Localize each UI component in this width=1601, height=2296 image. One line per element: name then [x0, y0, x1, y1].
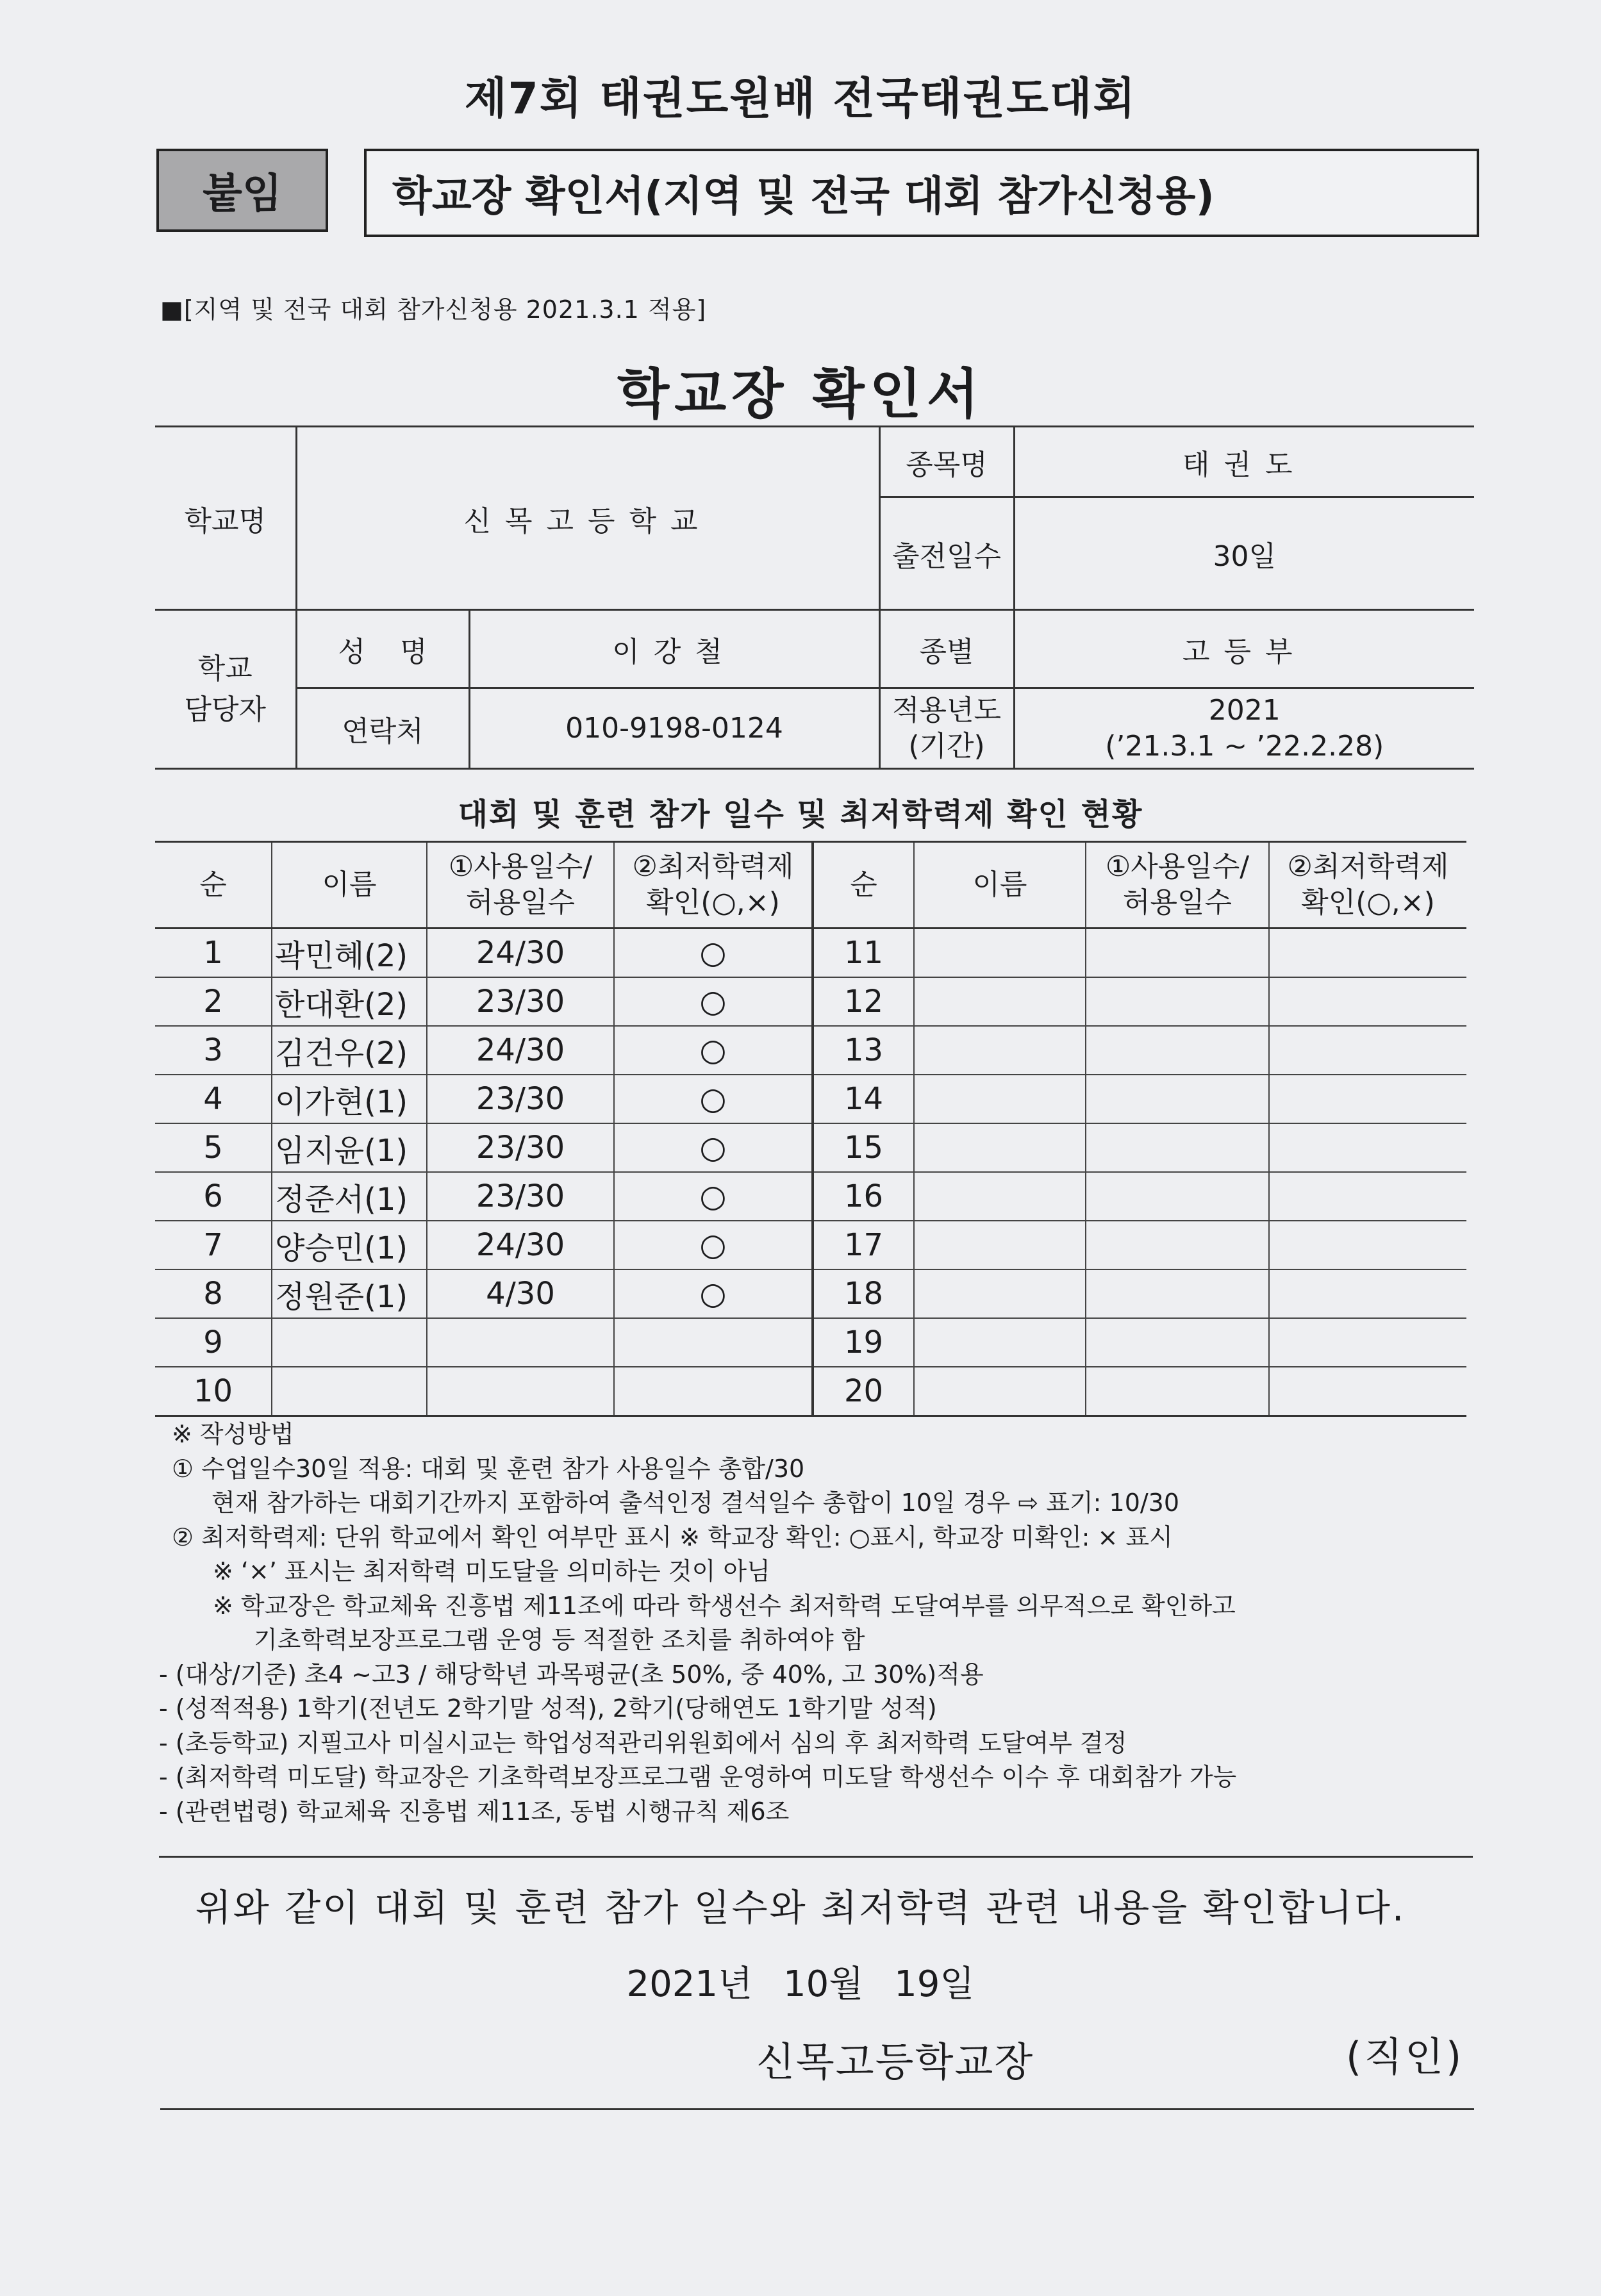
school-label: 학교명	[155, 427, 296, 610]
row-number: 6	[155, 1172, 272, 1221]
player-name	[914, 1172, 1086, 1221]
academic-confirm	[1269, 1172, 1466, 1221]
table-row	[155, 1318, 1466, 1367]
instruction-line: 현재 참가하는 대회기간까지 포함하여 출석인정 결석일수 총합이 10일 경우 ⇨ 표기: 10/30	[212, 1489, 1180, 1517]
table-row	[155, 1026, 1466, 1075]
player-name	[914, 1075, 1086, 1123]
days-used: 23/30	[427, 977, 614, 1026]
academic-confirm: ○	[614, 1172, 813, 1221]
academic-confirm	[1269, 1123, 1466, 1172]
row-number: 8	[155, 1269, 272, 1318]
table-row	[155, 977, 1466, 1026]
form-note: ■[지역 및 전국 대회 참가신청용 2021.3.1 적용]	[160, 295, 707, 324]
academic-confirm	[614, 1367, 813, 1416]
instruction-line: - (최저학력 미도달) 학교장은 기초학력보장프로그램 운영하여 미도달 학생선수 이수 후 대회참가 가능	[159, 1763, 1237, 1791]
division-label: 종별	[879, 610, 1014, 688]
contact-label: 연락처	[296, 688, 469, 769]
days-used	[1086, 1123, 1269, 1172]
instruction-line: - (초등학교) 지필고사 미실시교는 학업성적관리위원회에서 심의 후 최저학력 도달여부 결정	[159, 1728, 1127, 1757]
player-name	[914, 1221, 1086, 1269]
writing-instructions	[159, 1417, 1237, 1829]
academic-confirm: ○	[614, 929, 813, 978]
days-used: 23/30	[427, 1172, 614, 1221]
attachment-label: 붙임	[156, 149, 328, 232]
row-number: 3	[155, 1026, 272, 1075]
header-confirm: ②최저학력제 확인(○,×)	[614, 842, 813, 929]
academic-confirm: ○	[614, 1075, 813, 1123]
table-row	[155, 1269, 1466, 1318]
academic-confirm	[1269, 929, 1466, 978]
row-number: 13	[813, 1026, 914, 1075]
instruction-line: - (관련법령) 학교체육 진흥법 제11조, 동법 시행규칙 제6조	[159, 1797, 790, 1826]
header-name: 이름	[272, 842, 427, 929]
player-name: 김건우(2)	[272, 1026, 427, 1075]
player-name	[914, 1026, 1086, 1075]
instruction-line: - (성적적용) 1학기(전년도 2학기말 성적), 2학기(당해연도 1학기말 성적)	[159, 1694, 937, 1722]
days-used	[1086, 1026, 1269, 1075]
row-number: 11	[813, 929, 914, 978]
days-used	[1086, 977, 1269, 1026]
academic-confirm: ○	[614, 1123, 813, 1172]
instruction-line: ※ 학교장은 학교체육 진흥법 제11조에 따라 학생선수 최저학력 도달여부를 의무적으로 확인하고	[213, 1591, 1236, 1620]
header-title: 학교장 확인서(지역 및 전국 대회 참가신청용)	[364, 149, 1479, 237]
instruction-line: ② 최저학력제: 단위 학교에서 확인 여부만 표시 ※ 학교장 확인: ○표시, 학교장 미확인: × 표시	[172, 1523, 1173, 1551]
days-used: 24/30	[427, 929, 614, 978]
table-row	[155, 1172, 1466, 1221]
row-number: 17	[813, 1221, 914, 1269]
row-number: 14	[813, 1075, 914, 1123]
player-name	[272, 1367, 427, 1416]
row-number: 15	[813, 1123, 914, 1172]
row-number: 4	[155, 1075, 272, 1123]
info-table	[155, 425, 1474, 770]
player-name	[914, 929, 1086, 978]
name-value: 이강철	[469, 610, 879, 688]
table-row	[155, 1221, 1466, 1269]
header-days: ①사용일수/ 허용일수	[427, 842, 614, 929]
table-row	[155, 1075, 1466, 1123]
header-confirm: ②최저학력제 확인(○,×)	[1269, 842, 1466, 929]
player-name	[914, 1367, 1086, 1416]
document-title: 학교장 확인서	[617, 363, 984, 425]
row-number: 1	[155, 929, 272, 978]
divider	[159, 1856, 1473, 1858]
days-used	[427, 1367, 614, 1416]
academic-confirm: ○	[614, 1269, 813, 1318]
row-number: 5	[155, 1123, 272, 1172]
academic-confirm	[1269, 1367, 1466, 1416]
row-number: 16	[813, 1172, 914, 1221]
official-seal: (직인)	[1346, 2033, 1464, 2080]
confirmation-statement: 위와 같이 대회 및 훈련 참가 일수와 최저학력 관련 내용을 확인합니다.	[195, 1886, 1406, 1929]
issue-date: 2021년 10월 19일	[626, 1963, 975, 2005]
instruction-line: ① 수업일수30일 적용: 대회 및 훈련 참가 사용일수 총합/30	[172, 1454, 805, 1483]
player-name	[272, 1318, 427, 1367]
manager-label: 학교 담당자	[155, 610, 296, 769]
header-days: ①사용일수/ 허용일수	[1086, 842, 1269, 929]
table-row	[155, 1123, 1466, 1172]
days-value: 30일	[1014, 497, 1474, 610]
instruction-line: 기초학력보장프로그램 운영 등 적절한 조치를 취하여야 함	[254, 1626, 865, 1654]
player-name	[914, 1269, 1086, 1318]
academic-confirm	[1269, 1318, 1466, 1367]
contact-value: 010-9198-0124	[469, 688, 879, 769]
days-used	[1086, 1221, 1269, 1269]
principal-name: 신목고등학교장	[756, 2038, 1034, 2085]
academic-confirm: ○	[614, 977, 813, 1026]
row-number: 18	[813, 1269, 914, 1318]
academic-confirm: ○	[614, 1221, 813, 1269]
days-used: 23/30	[427, 1075, 614, 1123]
player-name	[914, 1123, 1086, 1172]
player-name: 정준서(1)	[272, 1172, 427, 1221]
name-label: 성 명	[296, 610, 469, 688]
days-used	[427, 1318, 614, 1367]
table-row	[155, 929, 1466, 978]
player-name: 이가현(1)	[272, 1075, 427, 1123]
instruction-line: - (대상/기준) 초4 ~고3 / 해당학년 과목평균(초 50%, 중 40%, 고 30%)적용	[159, 1660, 984, 1689]
year-label: 적용년도 (기간)	[879, 688, 1014, 769]
days-used	[1086, 1318, 1269, 1367]
days-used	[1086, 1269, 1269, 1318]
row-number: 2	[155, 977, 272, 1026]
days-used: 24/30	[427, 1026, 614, 1075]
school-value: 신목고등학교	[296, 427, 879, 610]
days-used: 23/30	[427, 1123, 614, 1172]
header-no: 순	[155, 842, 272, 929]
row-number: 19	[813, 1318, 914, 1367]
player-name: 양승민(1)	[272, 1221, 427, 1269]
days-used	[1086, 929, 1269, 978]
event-value: 태권도	[1014, 427, 1474, 497]
player-name: 곽민혜(2)	[272, 929, 427, 978]
division-value: 고등부	[1014, 610, 1474, 688]
days-label: 출전일수	[879, 497, 1014, 610]
academic-confirm	[1269, 1221, 1466, 1269]
player-name	[914, 977, 1086, 1026]
days-used	[1086, 1367, 1269, 1416]
contest-title: 제7회 태권도원배 전국태권도대회	[464, 74, 1137, 124]
year-value: 2021 (’21.3.1 ~ ’22.2.28)	[1014, 688, 1474, 769]
days-used: 4/30	[427, 1269, 614, 1318]
row-number: 9	[155, 1318, 272, 1367]
days-used	[1086, 1172, 1269, 1221]
table-row	[155, 1367, 1466, 1416]
header-name: 이름	[914, 842, 1086, 929]
player-name: 임지윤(1)	[272, 1123, 427, 1172]
instruction-line: ※ ‘×’ 표시는 최저학력 미도달을 의미하는 것이 아님	[213, 1557, 770, 1585]
row-number: 10	[155, 1367, 272, 1416]
player-name: 정원준(1)	[272, 1269, 427, 1318]
days-used: 24/30	[427, 1221, 614, 1269]
academic-confirm	[1269, 1075, 1466, 1123]
section-heading: 대회 및 훈련 참가 일수 및 최저학력제 확인 현황	[458, 797, 1143, 832]
days-used	[1086, 1075, 1269, 1123]
player-name	[914, 1318, 1086, 1367]
academic-confirm	[1269, 1026, 1466, 1075]
instruction-line: ※ 작성방법	[172, 1420, 294, 1448]
academic-confirm	[614, 1318, 813, 1367]
players-table	[155, 841, 1466, 1417]
event-label: 종목명	[879, 427, 1014, 497]
academic-confirm	[1269, 1269, 1466, 1318]
divider	[160, 2108, 1474, 2110]
academic-confirm	[1269, 977, 1466, 1026]
row-number: 12	[813, 977, 914, 1026]
academic-confirm: ○	[614, 1026, 813, 1075]
row-number: 20	[813, 1367, 914, 1416]
row-number: 7	[155, 1221, 272, 1269]
player-name: 한대환(2)	[272, 977, 427, 1026]
header-no: 순	[813, 842, 914, 929]
